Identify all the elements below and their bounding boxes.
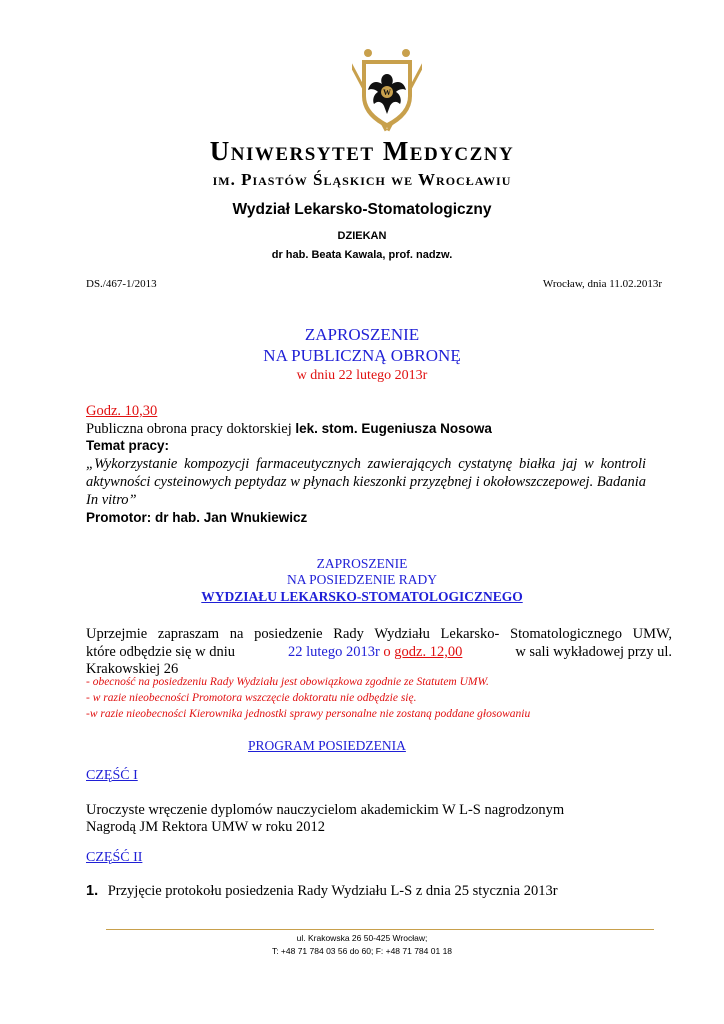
meeting-date: 22 lutego 2013r [287,644,380,660]
part-2-label: CZĘŚĆ II [86,850,143,865]
program-title: PROGRAM POSIEDZENIA [248,738,406,753]
promotor: Promotor: dr hab. Jan Wnukiewicz [86,510,308,525]
invitation-subtitle: NA PUBLICZNĄ OBRONĘ [263,346,461,365]
meeting-paragraph-line3: Krakowskiej 26 [86,661,179,677]
council-invitation-title: ZAPROSZENIE [316,556,408,571]
document-reference: DS./467-1/2013 [86,278,157,290]
faculty-name: Wydział Lekarsko-Stomatologiczny [232,201,492,218]
invitation-date: w dniu 22 lutego 2013r [296,368,428,383]
part-1-line2: Nagrodą JM Rektora UMW w roku 2012 [86,819,325,835]
topic-label: Temat pracy: [86,438,170,453]
dean-name: dr hab. Beata Kawala, prof. nadzw. [271,249,453,261]
defense-time: Godz. 10,30 [86,403,158,419]
meeting-note-1: - obecność na posiedzeniu Rady Wydziału jest obowiązkowa zgodnie ze Statutem UMW. [86,676,489,688]
meeting-o: o [379,644,395,660]
meeting-paragraph-line1: Uprzejmie zapraszam na posiedzenie Rady Wydziału Lekarsko- Stomatologicznego UMW, [86,626,672,642]
university-name: Uniwersytet Medyczny [209,136,515,166]
logo-letter: W [383,88,391,97]
footer-contact: T: +48 71 784 03 56 do 60; F: +48 71 784 01 18 [271,946,453,956]
meeting-location: w sali wykładowej przy ul. [515,644,672,660]
university-subtitle: im. Piastów Śląskich we Wrocławiu [212,170,512,189]
agenda-item-number: 1. [86,883,99,899]
meeting-date-time [288,644,462,661]
candidate-name: lek. stom. Eugeniusza Nosowa [295,421,492,436]
part-1-line1: Uroczyste wręczenie dyplomów nauczycielom akademickim W L-S nagrodzonym [86,802,565,818]
meeting-time: godz. 12,00 [394,644,463,660]
meeting-note-2: - w razie nieobecności Promotora wszczęcie doktoratu nie odbędzie się. [86,692,417,704]
council-invitation-subtitle: NA POSIEDZENIE RADY [287,572,437,587]
part-1-label: CZĘŚĆ I [86,768,138,783]
meeting-intro: które odbędzie się w dniu [86,644,235,660]
agenda-item-1 [86,883,558,900]
dean-title: DZIEKAN [337,230,387,242]
meeting-note-3: -w razie nieobecności Kierownika jednostki sprawy personalne nie zostaną poddane głosowaniu [86,708,531,720]
invitation-title: ZAPROSZENIE [304,325,420,344]
place-date: Wrocław, dnia 11.02.2013r [542,278,662,290]
council-invitation-faculty: WYDZIAŁU LEKARSKO-STOMATOLOGICZNEGO [201,589,523,604]
footer-divider [106,929,654,930]
defense-intro-line [86,421,492,438]
footer-address: ul. Krakowska 26 50-425 Wrocław; [296,933,428,943]
agenda-item-text: Przyjęcie protokołu posiedzenia Rady Wydziału L-S z dnia 25 stycznia 2013r [107,883,558,899]
defense-intro: Publiczna obrona pracy doktorskiej [86,421,296,437]
meeting-paragraph-line2 [86,644,672,661]
university-logo [352,44,422,134]
topic-text: „Wykorzystanie kompozycji farmaceutycznych zawierających cystatynę białka jaj w kontroli aktywności cysteinowych peptydaz w płynach kieszonki przyzębnej i okołowszczepowej. Badania In vitro” [86,456,646,508]
